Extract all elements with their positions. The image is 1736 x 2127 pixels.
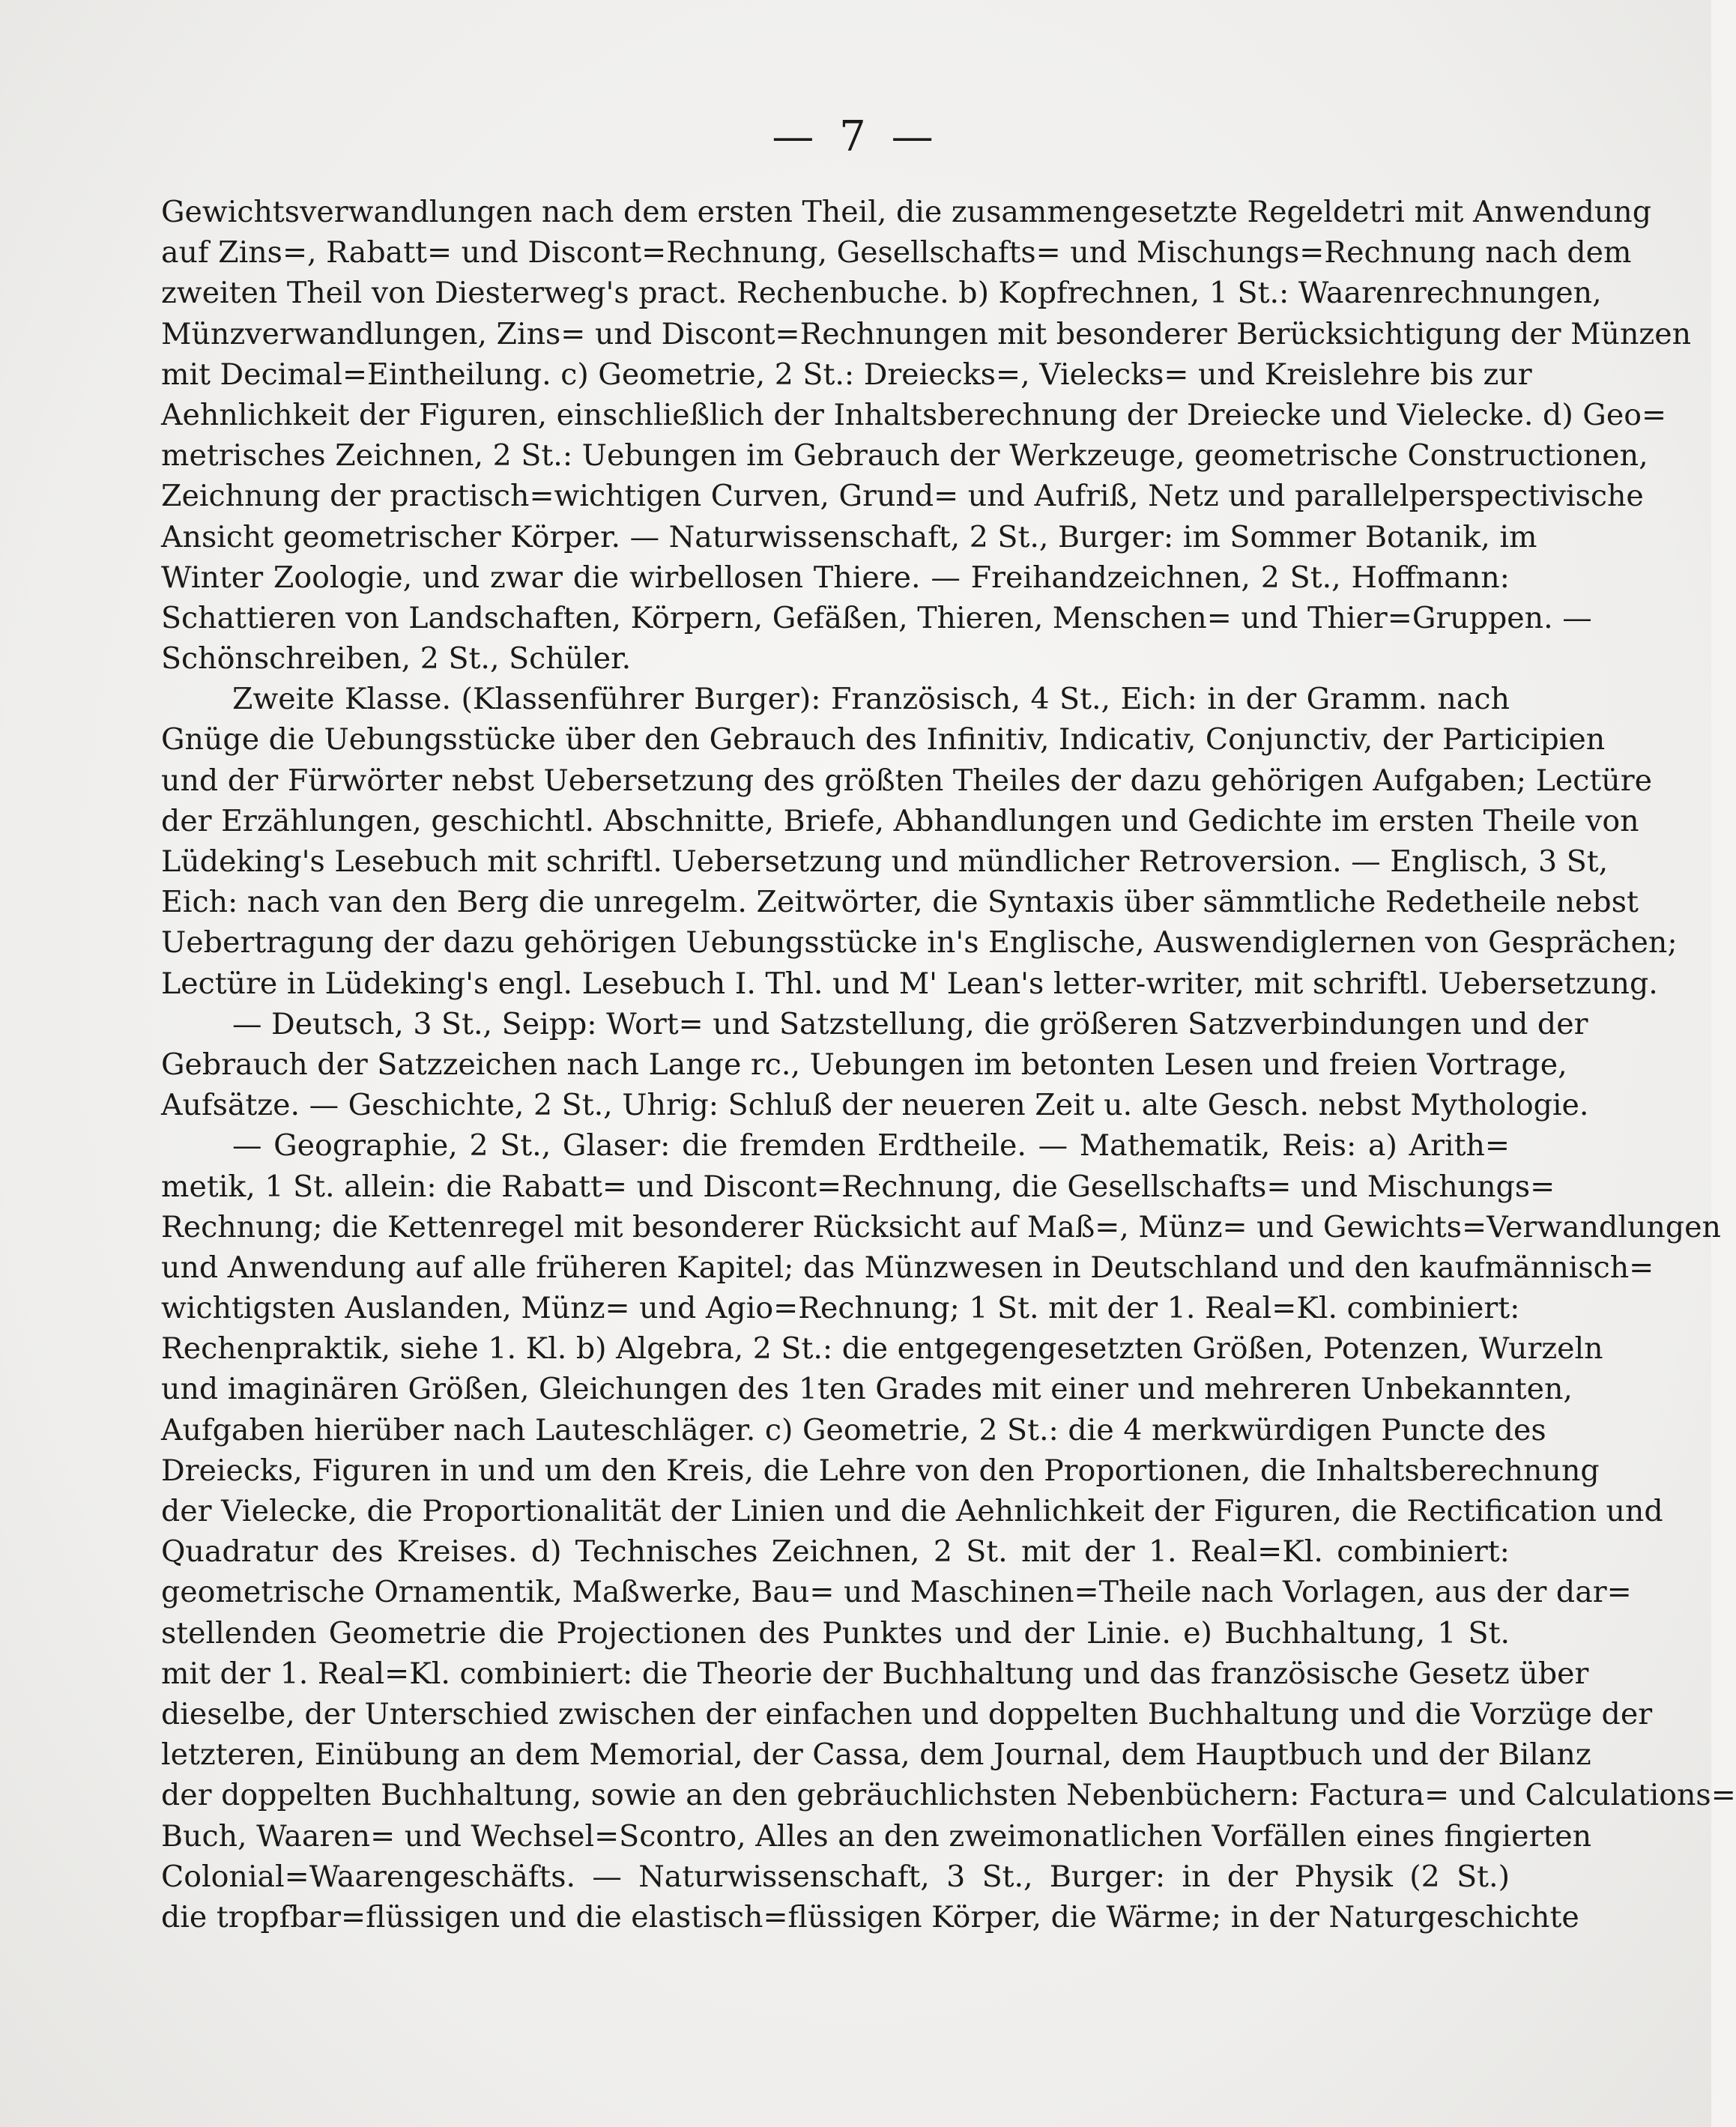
text-line: Gebrauch der Satzzeichen nach Lange rc., Uebungen im betonten Lesen und freien Vortrage, bbox=[161, 1047, 1567, 1082]
text-line: auf Zins=, Rabatt= und Discont=Rechnung, Gesellschafts= und Mischungs=Rechnung nach dem bbox=[161, 235, 1632, 270]
text-line: metrisches Zeichnen, 2 St.: Uebungen im Gebrauch der Werkzeuge, geometrische Constructionen, bbox=[161, 438, 1648, 473]
text-line: geometrische Ornamentik, Maßwerke, Bau= und Maschinen=Theile nach Vorlagen, aus der dar= bbox=[161, 1575, 1632, 1610]
text-line: der Vielecke, die Proportionalität der Linien und die Aehnlichkeit der Figuren, die Rectification und bbox=[161, 1494, 1663, 1528]
text-line: zweiten Theil von Diesterweg's pract. Rechenbuche. b) Kopfrechnen, 1 St.: Waarenrechnungen, bbox=[161, 276, 1602, 311]
text-line: Gewichtsverwandlungen nach dem ersten Theil, die zusammengesetzte Regeldetri mit Anwendung bbox=[161, 195, 1652, 229]
text-line: und Anwendung auf alle früheren Kapitel; das Münzwesen in Deutschland und den kaufmännisch= bbox=[161, 1250, 1654, 1285]
text-line: mit Decimal=Eintheilung. c) Geometrie, 2 St.: Dreiecks=, Vielecks= und Kreislehre bis zur bbox=[161, 357, 1532, 392]
text-line: Münzverwandlungen, Zins= und Discont=Rechnungen mit besonderer Berücksichtigung der Münzen bbox=[161, 316, 1692, 351]
text-line: Quadratur des Kreises. d) Technisches Zeichnen, 2 St. mit der 1. Real=Kl. combiniert: bbox=[161, 1534, 1510, 1570]
text-line: mit der 1. Real=Kl. combiniert: die Theorie der Buchhaltung und das französische Gesetz über bbox=[161, 1656, 1589, 1691]
text-line: Buch, Waaren= und Wechsel=Scontro, Alles an den zweimonatlichen Vorfällen eines fingierten bbox=[161, 1818, 1592, 1854]
text-line: Aufsätze. — Geschichte, 2 St., Uhrig: Schluß der neueren Zeit u. alte Gesch. nebst Mythologie. bbox=[161, 1088, 1589, 1123]
text-line: die tropfbar=flüssigen und die elastisch=flüssigen Körper, die Wärme; in der Naturgeschichte bbox=[161, 1899, 1579, 1934]
text-line: metik, 1 St. allein: die Rabatt= und Discont=Rechnung, die Gesellschafts= und Mischungs= bbox=[161, 1169, 1555, 1204]
text-line: Schönschreiben, 2 St., Schüler. bbox=[161, 641, 632, 677]
text-line: — Geographie, 2 St., Glaser: die fremden Erdtheile. — Mathematik, Reis: a) Arith= bbox=[232, 1128, 1510, 1164]
text-line: Colonial=Waarengeschäfts. — Naturwissenschaft, 3 St., Burger: in der Physik (2 St.) bbox=[161, 1859, 1510, 1894]
text-line: wichtigsten Auslanden, Münz= und Agio=Rechnung; 1 St. mit der 1. Real=Kl. combiniert: bbox=[161, 1291, 1520, 1326]
text-line: stellenden Geometrie die Projectionen des Punktes und der Linie. e) Buchhaltung, 1 St. bbox=[161, 1615, 1510, 1651]
text-line: der Erzählungen, geschichtl. Abschnitte, Briefe, Abhandlungen und Gedichte im ersten Theile von bbox=[161, 803, 1639, 838]
text-line: — Deutsch, 3 St., Seipp: Wort= und Satzstellung, die größeren Satzverbindungen und der bbox=[232, 1006, 1588, 1041]
body-text bbox=[161, 192, 1736, 1937]
text-line: Zweite Klasse. (Klassenführer Burger): Französisch, 4 St., Eich: in der Gramm. nach bbox=[232, 682, 1510, 717]
text-line: dieselbe, der Unterschied zwischen der einfachen und doppelten Buchhaltung und die Vorzüge der bbox=[161, 1696, 1653, 1731]
text-line: und imaginären Größen, Gleichungen des 1ten Grades mit einer und mehreren Unbekannten, bbox=[161, 1372, 1573, 1407]
text-line: Rechenpraktik, siehe 1. Kl. b) Algebra, 2 St.: die entgegengesetzten Größen, Potenzen, Wurzeln bbox=[161, 1331, 1603, 1367]
text-line: Aehnlichkeit der Figuren, einschließlich der Inhaltsberechnung der Dreiecke und Vielecke. d) Geo= bbox=[161, 397, 1667, 432]
text-line: Dreiecks, Figuren in und um den Kreis, die Lehre von den Proportionen, die Inhaltsberechnung bbox=[161, 1453, 1600, 1488]
text-line: Schattieren von Landschaften, Körpern, Gefäßen, Thieren, Menschen= und Thier=Gruppen. — bbox=[161, 600, 1592, 635]
text-line: Zeichnung der practisch=wichtigen Curven, Grund= und Aufriß, Netz und parallelperspectivische bbox=[161, 479, 1644, 514]
text-line: Lectüre in Lüdeking's engl. Lesebuch I. Thl. und M' Lean's letter-writer, mit schriftl. Uebersetzung. bbox=[161, 966, 1658, 1001]
text-line: Winter Zoologie, und zwar die wirbellosen Thiere. — Freihandzeichnen, 2 St., Hoffmann: bbox=[161, 560, 1510, 595]
text-line: der doppelten Buchhaltung, sowie an den gebräuchlichsten Nebenbüchern: Factura= und Calculations= bbox=[161, 1778, 1736, 1813]
text-line: Lüdeking's Lesebuch mit schriftl. Uebersetzung und mündlicher Retroversion. — Englisch, 3 St, bbox=[161, 844, 1609, 879]
text-line: Aufgaben hierüber nach Lauteschläger. c) Geometrie, 2 St.: die 4 merkwürdigen Puncte des bbox=[161, 1412, 1546, 1447]
text-line: letzteren, Einübung an dem Memorial, der Cassa, dem Journal, dem Hauptbuch und der Bilanz bbox=[161, 1737, 1591, 1773]
text-line: Ansicht geometrischer Körper. — Naturwissenschaft, 2 St., Burger: im Sommer Botanik, im bbox=[161, 519, 1537, 554]
text-line: Uebertragung der dazu gehörigen Uebungsstücke in's Englische, Auswendiglernen von Gesprächen; bbox=[161, 925, 1678, 960]
text-line: Rechnung; die Kettenregel mit besonderer Rücksicht auf Maß=, Münz= und Gewichts=Verwandlungen bbox=[161, 1209, 1721, 1244]
text-line: Gnüge die Uebungsstücke über den Gebrauch des Infinitiv, Indicativ, Conjunctiv, der Participien bbox=[161, 722, 1606, 757]
page-number: — 7 — bbox=[772, 112, 940, 161]
text-line: und der Fürwörter nebst Uebersetzung des größten Theiles der dazu gehörigen Aufgaben; Lectüre bbox=[161, 763, 1652, 798]
text-line: Eich: nach van den Berg die unregelm. Zeitwörter, die Syntaxis über sämmtliche Redetheile nebst bbox=[161, 885, 1639, 920]
